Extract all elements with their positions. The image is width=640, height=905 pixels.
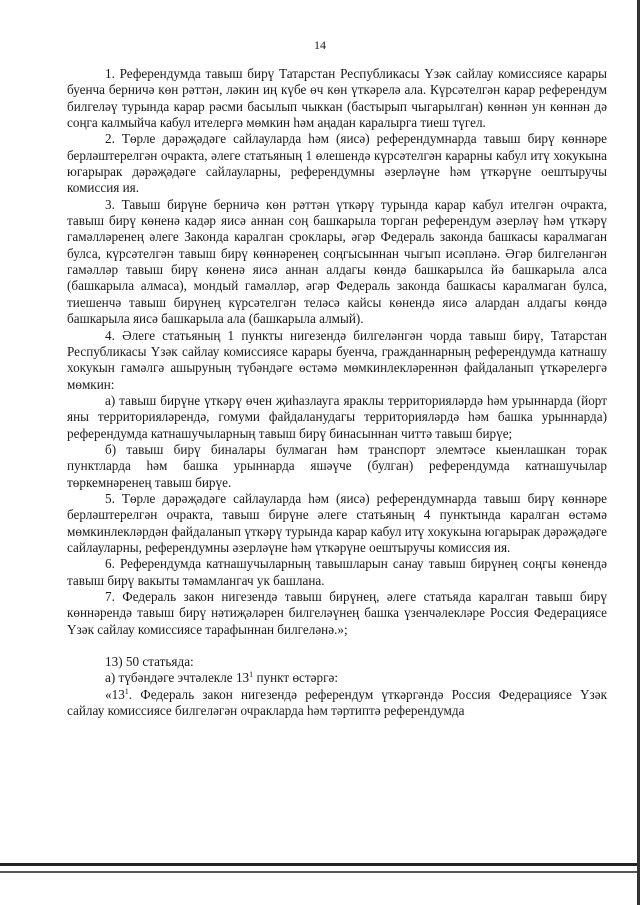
paragraph-6: 6. Референдумда катнашучыларның тавышларын санау тавыш бирүнең соңгы көнендә тавыш бирү вакыты тәмамлангач ук башлана. xyxy=(67,556,607,588)
paragraph-4a: а) тавыш бирүне үткәрү өчен җиһазлауга яраклы территорияләрдә һәм урыннарда (йорт яны территорияләрендә, гомуми файдаланудагы территорияләрдә һәм башка урыннарда) референдумда катнашучыларның тавыш бирү бинасыннан читтә тавыш бирүе; xyxy=(67,392,607,441)
paragraph-1: 1. Референдумда тавыш бирү Татарстан Республикасы Үзәк сайлау комиссиясе карары буенча берничә көн рәттән, ләкин иң күбе өч көн үткәрелә ала. Күрсәтелгән карар референдум билгеләү турында карар рәсми басылып чыккан (бастырып чыгарылган) көннән ун көннән дә соңга калмыйча кабул ителергә мөмкин һәм аңадан каралырга тиеш түгел. xyxy=(67,66,607,131)
paragraph-3: 3. Тавыш бирүне берничә көн рәттән үткәрү турында карар кабул ителгән очракта, тавыш бирү көненә кадәр яисә аннан соң башкарыла торган референдум әзерләү һәм үткәрү гамәлләренең әлеге Законда каралган сроклары, әгәр Федераль законда башкасы каралмаган булса, күрсәтелгән тавыш бирү көннәренең соңгысыннан чыгып исәпләнә. Әгәр билгеләнгән гамәлләр тавыш бирү көненә яисә аннан алдагы көндә башкарылса йә башкарыла алса (башкарыла алмаса), мондый гамәлләр, әгәр Федераль законда башкасы каралмаган булса, тиешенчә тавыш бирүнең күрсәтелгән теләсә кайсы көнендә яисә алардан алдагы көндә башкарыла яисә башкарыла ала (башкарыла алмый). xyxy=(67,196,607,327)
page-number: 14 xyxy=(314,38,326,52)
scan-edge-line xyxy=(0,863,640,866)
paragraph-5: 5. Төрле дәрәҗәдәге сайлауларда һәм (яисә) референдумнарда тавыш бирү көннәре берләштерелгән очракта, тавыш бирүне әлеге статьяның 4 пунктында каралган өстәмә мөмкинлекләрдән файдаланып үткәрү турында карар кабул итү хокукына югарырак дәрәҗәдәге сайлауларны, референдумны әзерләүне һәм үткәрүне оештыручы комиссия ия. xyxy=(67,490,607,555)
paragraph-2: 2. Төрле дәрәҗәдәге сайлауларда һәм (яисә) референдумнарда тавыш бирү көннәре берләштерелгән очракта, әлеге статьяның 1 өлешендә күрсәтелгән карарны кабул итү хокукына югарырак дәрәҗәдәге сайлауларны, референдумны әзерләүне һәм үткәрүне оештыручы комиссия ия. xyxy=(67,131,607,196)
section-subitem: а) түбәндәге эчтәлекле $13^1$ пункт өстәргә: xyxy=(105,670,339,686)
paragraph-4b: б) тавыш бирү биналары булмаган һәм транспорт элемтәсе кыенлашкан торак пунктларда һәм башка урыннарда яшәүче (булган) референдумда катнашучылар төркемнәренең тавыш бирүе. xyxy=(67,441,607,490)
scan-edge-line-secondary xyxy=(0,871,640,873)
paragraph-7: 7. Федераль закон нигезендә тавыш бирүнең, әлеге статьяда каралган тавыш бирү көннәрендә тавыш бирү нәтиҗәләрен билгеләүнең башка үзенчәлекләре Россия Федерациясе Үзәк сайлау комиссиясе тарафыннан билгеләнә.»; xyxy=(67,589,607,637)
paragraph-4: 4. Әлеге статьяның 1 пункты нигезендә билгеләнгән чорда тавыш бирү, Татарстан Республикасы Үзәк сайлау комиссиясе карары буенча, гражданнарның референдумда катнашу хокукын гамәлгә ашыруның түбәндәге өстәмә мөмкинлекләреннән файдаланып үткәрелергә мөмкин: xyxy=(67,327,607,392)
section-heading: 13) 50 статьяда: xyxy=(105,654,194,670)
section-quote: «$13^1$. Федераль закон нигезендә референдум үткәргәндә Россия Федерациясе Үзәк сайлау комиссиясе билгеләгән очракларда һәм тәртиптә референдумда xyxy=(67,686,607,719)
document-body xyxy=(67,66,607,719)
